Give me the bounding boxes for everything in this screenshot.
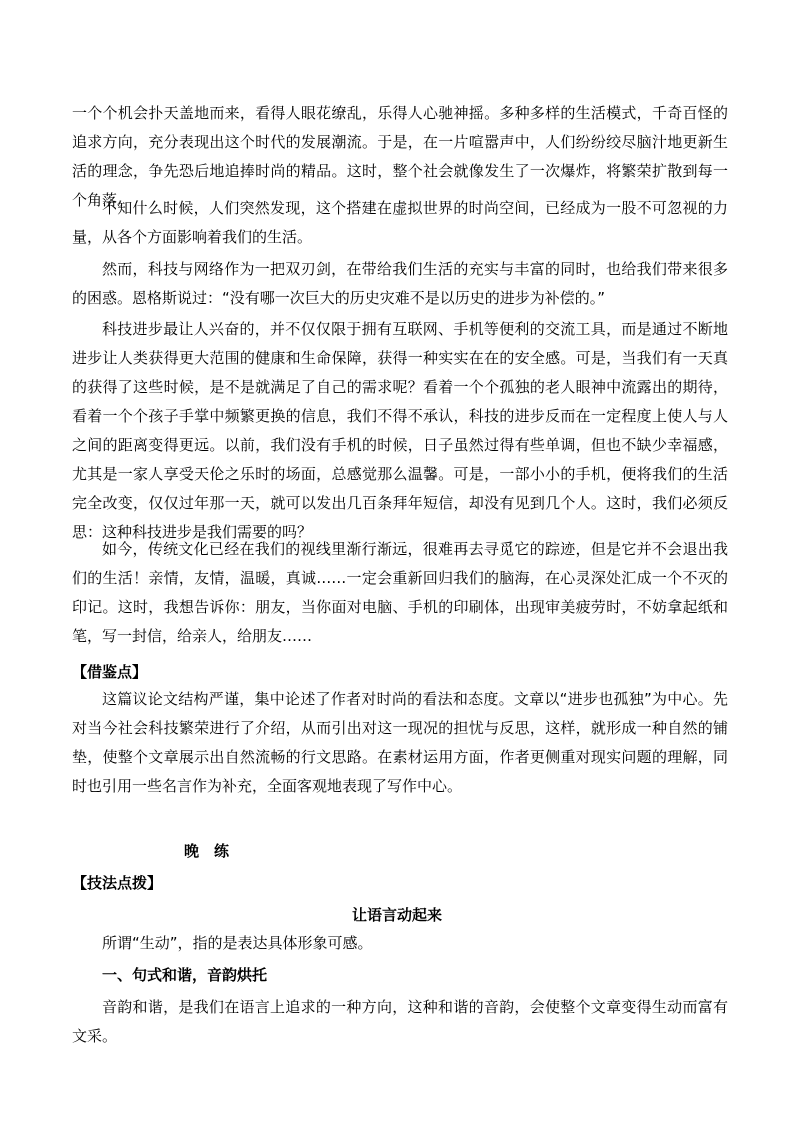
intro-paragraph: 所谓“生动”，指的是表达具体形象可感。	[102, 934, 373, 952]
section1-heading: 一、句式和谐，音韵烘托	[102, 966, 268, 984]
jiejian-heading: 【借鉴点】	[72, 663, 148, 681]
body-paragraph-3: 然而，科技与网络作为一把双刃剑，在带给我们生活的充实与丰富的同时，也给我们带来很多的困惑。恩格斯说过：“没有哪一次巨大的历史灾难不是以历史的进步为补偿的。”	[72, 260, 728, 307]
body-paragraph-4: 科技进步最让人兴奋的，并不仅仅限于拥有互联网、手机等便利的交流工具，而是通过不断地进步让人类获得更大范围的健康和生命保障，获得一种实实在在的安全感。可是，当我们有一天真的获得了这些时候，是不是就满足了自己的需求呢？看着一个个孤独的老人眼神中流露出的期待，看着一个个孩子手掌中频繁更换的信息，我们不得不承认，科技的进步反而在一定程度上使人与人之间的距离变得更远。以前，我们没有手机的时候，日子虽然过得有些单调，但也不缺少幸福感，尤其是一家人享受天伦之乐时的场面，总感觉那么温馨。可是，一部小小的手机，便将我们的生活完全改变，仅仅过年那一天，就可以发出几百条拜年短信，却没有见到几个人。这时，我们必须反思：这种科技进步是我们需要的吗？	[72, 320, 728, 541]
body-paragraph-2: 不知什么时候，人们突然发现，这个搭建在虚拟世界的时尚空间，已经成为一股不可忽视的力量，从各个方面影响着我们的生活。	[72, 199, 728, 246]
section1-paragraph: 音韵和谐，是我们在语言上追求的一种方向，这种和谐的音韵，会使整个文章变得生动而富有文采。	[72, 998, 728, 1045]
jifa-heading: 【技法点拨】	[72, 874, 163, 892]
body-paragraph-1: 一个个机会扑天盖地而来，看得人眼花缭乱，乐得人心驰神摇。多种多样的生活模式，千奇百怪的追求方向，充分表现出这个时代的发展潮流。于是，在一片喧嚣声中，人们纷纷绞尽脑汁地更新生活的理念，争先恐后地追捧时尚的精品。这时，整个社会就像发生了一次爆炸，将繁荣扩散到每一个角落。	[72, 104, 728, 209]
body-paragraph-5: 如今，传统文化已经在我们的视线里渐行渐远，很难再去寻觅它的踪迹，但是它并不会退出我们的生活！亲情，友情，温暖，真诚……一定会重新回归我们的脑海，在心灵深处汇成一个不灭的印记。这时，我想告诉你：朋友，当你面对电脑、手机的印刷体，出现审美疲劳时，不妨拿起纸和笔，写一封信，给亲人，给朋友……	[72, 540, 728, 645]
section-center-title: 让语言动起来	[352, 906, 443, 924]
wanlian-title: 晚 练	[184, 842, 230, 860]
jiejian-paragraph: 这篇议论文结构严谨，集中论述了作者对时尚的看法和态度。文章以“进步也孤独”为中心。先对当今社会科技繁荣进行了介绍，从而引出对这一现况的担忧与反思，这样，就形成一种自然的铺垫，使整个文章展示出自然流畅的行文思路。在素材运用方面，作者更侧重对现实问题的理解，同时也引用一些名言作为补充，全面客观地表现了写作中心。	[72, 690, 728, 795]
